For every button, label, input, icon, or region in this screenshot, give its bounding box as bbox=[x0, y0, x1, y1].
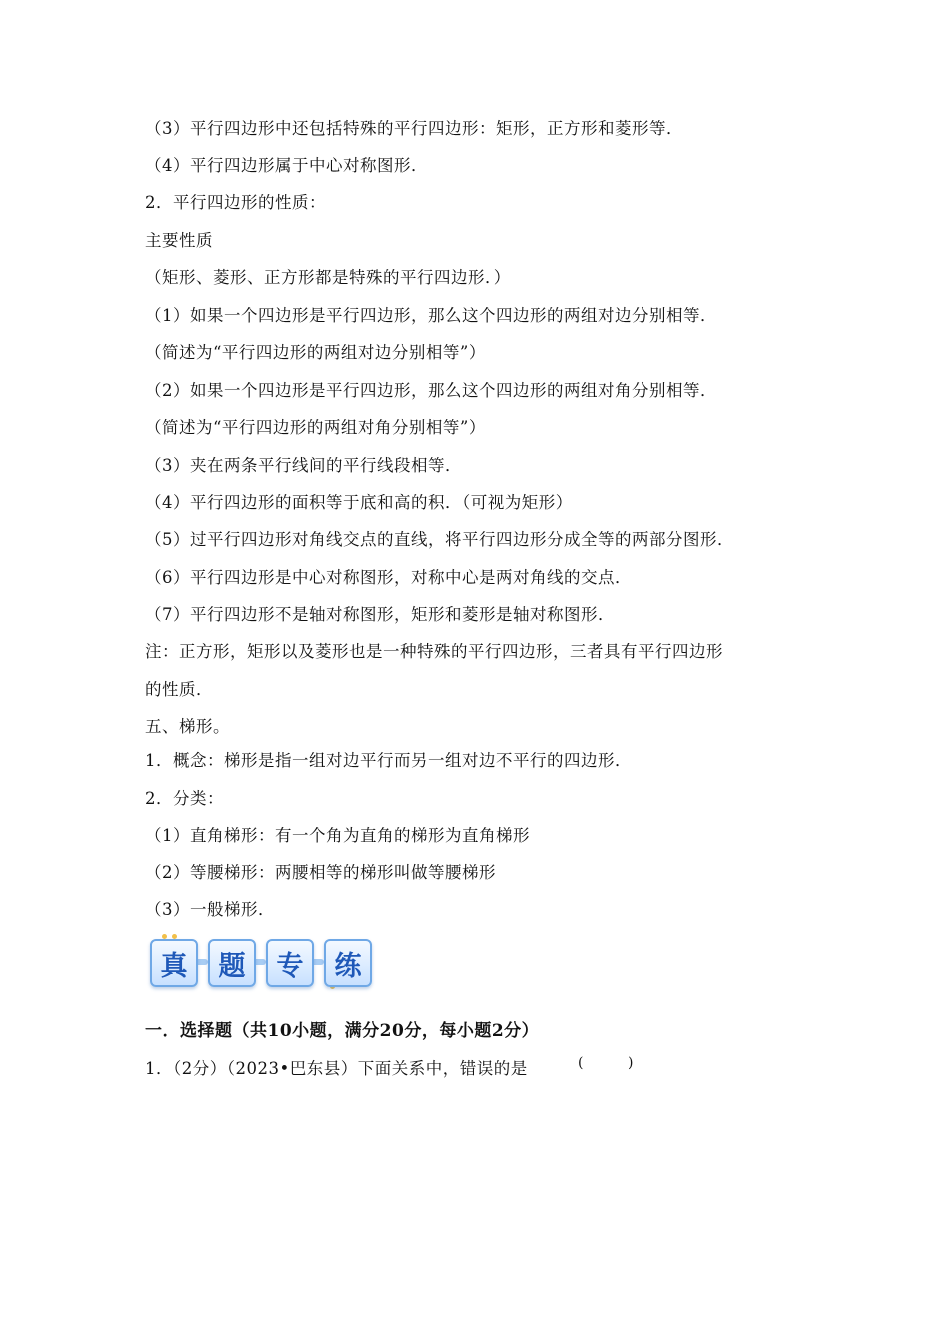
banner-tile-lian: 练 bbox=[324, 939, 372, 987]
text-line-16: 的性质． bbox=[145, 680, 213, 699]
text-line-1: （3）平行四边形中还包括特殊的平行四边形：矩形，正方形和菱形等． bbox=[145, 119, 683, 138]
text-line-3: 2．平行四边形的性质： bbox=[145, 193, 326, 212]
answer-paren-close: ) bbox=[628, 1055, 634, 1071]
banner-tile-zhen: 真 bbox=[150, 939, 198, 987]
text-line-10: （3）夹在两条平行线间的平行线段相等． bbox=[145, 456, 462, 475]
text-line-22: （3）一般梯形． bbox=[145, 900, 275, 919]
text-line-14: （7）平行四边形不是轴对称图形，矩形和菱形是轴对称图形． bbox=[145, 605, 615, 624]
text-line-11: （4）平行四边形的面积等于底和高的积．（可视为矩形） bbox=[145, 493, 573, 512]
question-1-text: 1．（2分）（2023•巴东县）下面关系中，错误的是 bbox=[145, 1059, 528, 1078]
text-line-8: （2）如果一个四边形是平行四边形，那么这个四边形的两组对角分别相等． bbox=[145, 381, 717, 400]
practice-banner bbox=[148, 934, 370, 990]
text-line-9: （简述为“平行四边形的两组对角分别相等”） bbox=[145, 418, 486, 437]
text-line-15: 注：正方形，矩形以及菱形也是一种特殊的平行四边形，三者具有平行四边形 bbox=[145, 642, 723, 661]
text-line-18: 1．概念：梯形是指一组对边平行而另一组对边不平行的四边形． bbox=[145, 751, 632, 770]
banner-tile-ti: 题 bbox=[208, 939, 256, 987]
text-line-13: （6）平行四边形是中心对称图形，对称中心是两对角线的交点． bbox=[145, 568, 632, 587]
text-line-19: 2．分类： bbox=[145, 789, 224, 808]
text-line-7: （简述为“平行四边形的两组对边分别相等”） bbox=[145, 343, 486, 362]
section-heading: 一．选择题（共10小题，满分20分，每小题2分） bbox=[145, 1021, 540, 1041]
text-line-20: （1）直角梯形：有一个角为直角的梯形为直角梯形 bbox=[145, 826, 530, 845]
text-line-17: 五、梯形。 bbox=[145, 717, 230, 736]
answer-paren-open: ( bbox=[578, 1055, 584, 1071]
text-line-5: （矩形、菱形、正方形都是特殊的平行四边形．） bbox=[145, 268, 511, 287]
text-line-21: （2）等腰梯形：两腰相等的梯形叫做等腰梯形 bbox=[145, 863, 496, 882]
banner-tile-zhuan: 专 bbox=[266, 939, 314, 987]
text-line-2: （4）平行四边形属于中心对称图形． bbox=[145, 156, 428, 175]
text-line-12: （5）过平行四边形对角线交点的直线，将平行四边形分成全等的两部分图形． bbox=[145, 530, 734, 549]
text-line-4: 主要性质 bbox=[145, 231, 213, 250]
text-line-6: （1）如果一个四边形是平行四边形，那么这个四边形的两组对边分别相等． bbox=[145, 306, 717, 325]
